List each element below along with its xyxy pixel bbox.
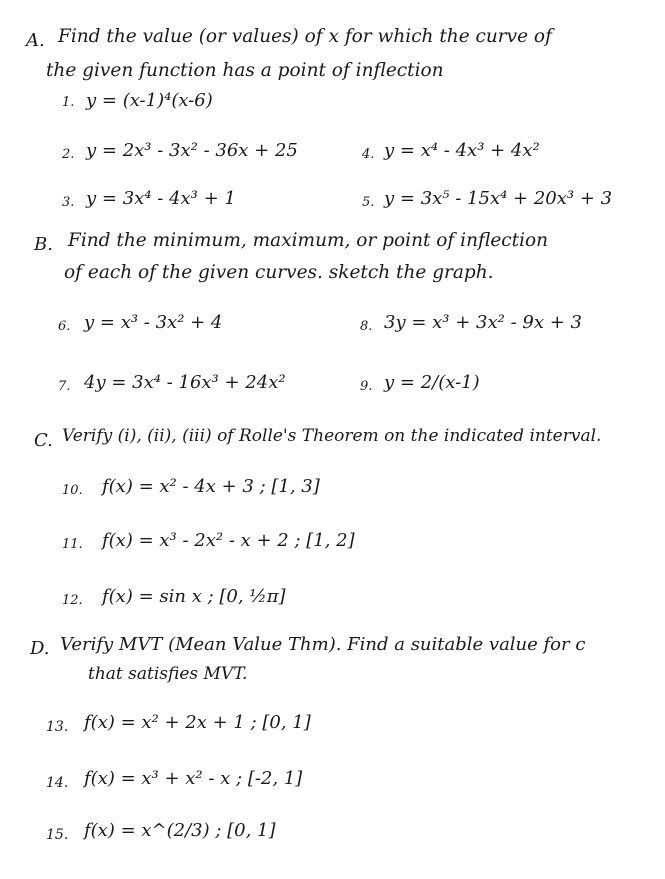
section-b-line-2: of each of the given curves. sketch the graph. bbox=[64, 262, 494, 283]
section-c-line-1: Verify (i), (ii), (iii) of Rolle's Theorem on the indicated interval. bbox=[62, 426, 602, 446]
section-b-label: B. bbox=[34, 234, 53, 255]
problem-expression: y = 3x⁵ - 15x⁴ + 20x³ + 3 bbox=[384, 188, 613, 209]
problem-expression: y = 3x⁴ - 4x³ + 1 bbox=[86, 188, 236, 209]
problem-number: 6. bbox=[58, 319, 71, 334]
problem-number: 2. bbox=[62, 147, 75, 162]
problem-expression: y = 2/(x-1) bbox=[384, 372, 480, 393]
problem-expression: f(x) = x² + 2x + 1 ; [0, 1] bbox=[84, 712, 311, 733]
section-d-line-2: that satisfies MVT. bbox=[88, 664, 248, 684]
problem-expression: f(x) = x³ + x² - x ; [-2, 1] bbox=[84, 768, 303, 789]
section-d-label: D. bbox=[30, 638, 50, 659]
problem-expression: f(x) = x^(2/3) ; [0, 1] bbox=[84, 820, 276, 841]
problem-number: 14. bbox=[46, 775, 69, 791]
problem-number: 13. bbox=[46, 719, 69, 735]
problem-expression: y = (x-1)⁴(x-6) bbox=[86, 90, 213, 111]
problem-expression: f(x) = sin x ; [0, ½π] bbox=[102, 586, 286, 607]
problem-expression: 3y = x³ + 3x² - 9x + 3 bbox=[384, 312, 582, 333]
problem-number: 9. bbox=[360, 379, 373, 394]
problem-expression: y = x⁴ - 4x³ + 4x² bbox=[384, 140, 540, 161]
section-a-label: A. bbox=[26, 30, 45, 51]
problem-expression: f(x) = x² - 4x + 3 ; [1, 3] bbox=[102, 476, 320, 497]
section-d-line-1: Verify MVT (Mean Value Thm). Find a suitable value for c bbox=[60, 634, 586, 655]
problem-number: 15. bbox=[46, 827, 69, 843]
section-a-line-1: Find the value (or values) of x for which the curve of bbox=[58, 26, 552, 47]
problem-number: 12. bbox=[62, 593, 83, 608]
problem-number: 3. bbox=[62, 195, 75, 210]
problem-number: 8. bbox=[360, 319, 373, 334]
problem-number: 11. bbox=[62, 537, 83, 552]
section-b-line-1: Find the minimum, maximum, or point of inflection bbox=[68, 230, 549, 251]
problem-expression: y = 2x³ - 3x² - 36x + 25 bbox=[86, 140, 298, 161]
section-c-label: C. bbox=[34, 430, 53, 451]
problem-number: 4. bbox=[362, 147, 375, 162]
problem-expression: y = x³ - 3x² + 4 bbox=[84, 312, 223, 333]
problem-number: 7. bbox=[58, 379, 71, 394]
problem-number: 10. bbox=[62, 483, 83, 498]
problem-number: 5. bbox=[362, 195, 375, 210]
problem-expression: f(x) = x³ - 2x² - x + 2 ; [1, 2] bbox=[102, 530, 355, 551]
problem-expression: 4y = 3x⁴ - 16x³ + 24x² bbox=[84, 372, 286, 393]
section-a-line-2: the given function has a point of inflection bbox=[46, 60, 444, 81]
problem-number: 1. bbox=[62, 95, 75, 110]
